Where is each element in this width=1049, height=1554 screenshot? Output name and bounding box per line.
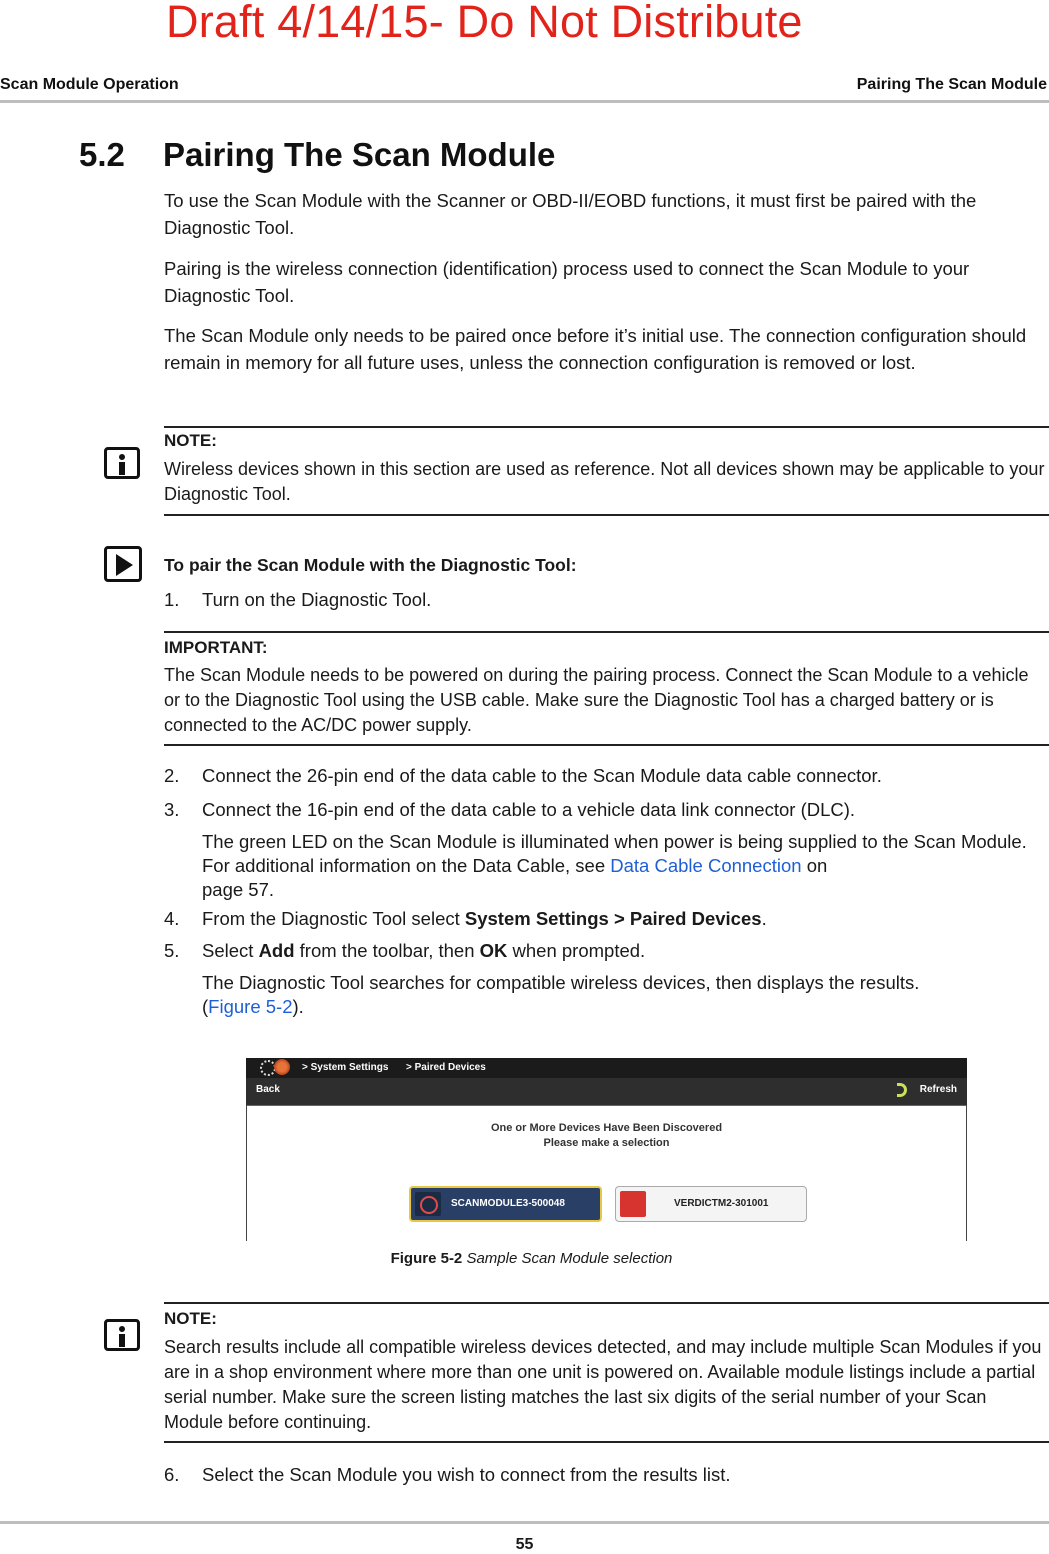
step-3: 3. Connect the 16-pin end of the data cable to a vehicle data link connector (DLC). — [164, 799, 856, 820]
note-2-label: NOTE: — [164, 1309, 217, 1328]
draft-watermark: Draft 4/14/15- Do Not Distribute — [166, 0, 803, 47]
important-label: IMPORTANT: — [164, 638, 268, 657]
step-6: 6. Select the Scan Module you wish to connect from the results list. — [164, 1464, 731, 1485]
note-2-text: Search results include all compatible wireless devices detected, and may include multiple Scan Modules if you are in a shop environment where more than one unit is powered on. Available module listings include a partial serial number. Make sure the screen listing matches the last six digits of the serial number of your Scan Module before continuing. — [164, 1337, 1042, 1432]
step-2: 2. Connect the 26-pin end of the data cable to the Scan Module data cable connector. — [164, 765, 882, 786]
data-cable-connection-link[interactable]: Data Cable Connection — [610, 855, 802, 876]
figure-title-bar — [246, 1058, 967, 1078]
step-3-detail: The green LED on the Scan Module is illuminated when power is being supplied to the Scan Module. For additional information on the Data Cable, see Data Cable Connection on page 57. — [202, 831, 1027, 900]
device-scanmodule-button[interactable] — [409, 1186, 602, 1222]
info-icon — [104, 447, 140, 479]
breadcrumb-system-settings[interactable]: > System Settings — [302, 1062, 389, 1073]
intro-paragraph-2: Pairing is the wireless connection (identification) process used to connect the Scan Module to your Diagnostic Tool. — [164, 258, 970, 306]
discovery-message: One or More Devices Have Been Discovered — [490, 1122, 723, 1134]
step-4: 4. From the Diagnostic Tool select System Settings > Paired Devices. — [164, 908, 767, 929]
header-rule — [0, 100, 1049, 103]
back-button[interactable]: Back — [256, 1084, 280, 1095]
info-icon — [104, 1319, 140, 1351]
refresh-button[interactable]: Refresh — [919, 1084, 957, 1095]
procedure-arrow-icon — [104, 546, 142, 582]
device-2-label: VERDICTM2-301001 — [674, 1198, 769, 1209]
figure-5-2-link[interactable]: Figure 5-2 — [208, 996, 293, 1017]
procedure-heading: To pair the Scan Module with the Diagnostic Tool: — [164, 555, 577, 575]
running-header-chapter: Scan Module Operation — [0, 76, 179, 93]
important-rule-bottom — [164, 744, 1049, 746]
intro-paragraph-1: To use the Scan Module with the Scanner or OBD-II/EOBD functions, it must first be paired with the Diagnostic Tool. — [164, 190, 977, 238]
device-verdict-button[interactable] — [615, 1186, 807, 1222]
device-1-label: SCANMODULE3-500048 — [451, 1198, 565, 1209]
figure-caption: Figure 5-2 Sample Scan Module selection — [390, 1250, 673, 1267]
note-text: Wireless devices shown in this section are used as reference. Not all devices shown may be applicable to your Diagnostic Tool. — [164, 459, 1045, 504]
figure-toolbar — [246, 1078, 967, 1106]
step-1: 1. Turn on the Diagnostic Tool. — [164, 589, 432, 610]
refresh-icon[interactable] — [897, 1083, 907, 1097]
selection-prompt: Please make a selection — [543, 1137, 670, 1149]
wireless-device-icon — [415, 1192, 441, 1216]
note-2-rule-bottom — [164, 1441, 1049, 1443]
step-5-detail: The Diagnostic Tool searches for compatible wireless devices, then displays the results. (Figure 5-2). — [202, 972, 920, 1017]
footer-rule — [0, 1521, 1049, 1524]
tablet-device-icon — [620, 1191, 646, 1217]
note-2-rule-top — [164, 1302, 1049, 1304]
note-label: NOTE: — [164, 431, 217, 450]
section-title-text: Pairing The Scan Module — [163, 136, 556, 173]
page-number: 55 — [515, 1536, 534, 1553]
figure-screenshot — [246, 1058, 967, 1241]
system-settings-icon — [274, 1059, 290, 1075]
running-header-section: Pairing The Scan Module — [856, 76, 1047, 93]
note-rule-top — [164, 426, 1049, 428]
important-rule-top — [164, 631, 1049, 633]
step-5: 5. Select Add from the toolbar, then OK when prompted. — [164, 940, 646, 961]
section-title — [79, 136, 555, 174]
intro-paragraph-3: The Scan Module only needs to be paired once before it’s initial use. The connection configuration should remain in memory for all future uses, unless the connection configuration is removed or lost. — [164, 325, 1027, 373]
breadcrumb-paired-devices[interactable]: > Paired Devices — [406, 1062, 486, 1073]
section-number: 5.2 — [79, 136, 125, 173]
note-rule-bottom — [164, 514, 1049, 516]
important-text: The Scan Module needs to be powered on during the pairing process. Connect the Scan Module to a vehicle or to the Diagnostic Tool using the USB cable. Make sure the Diagnostic Tool has a charged battery or is connected to the AC/DC power supply. — [164, 665, 1029, 735]
